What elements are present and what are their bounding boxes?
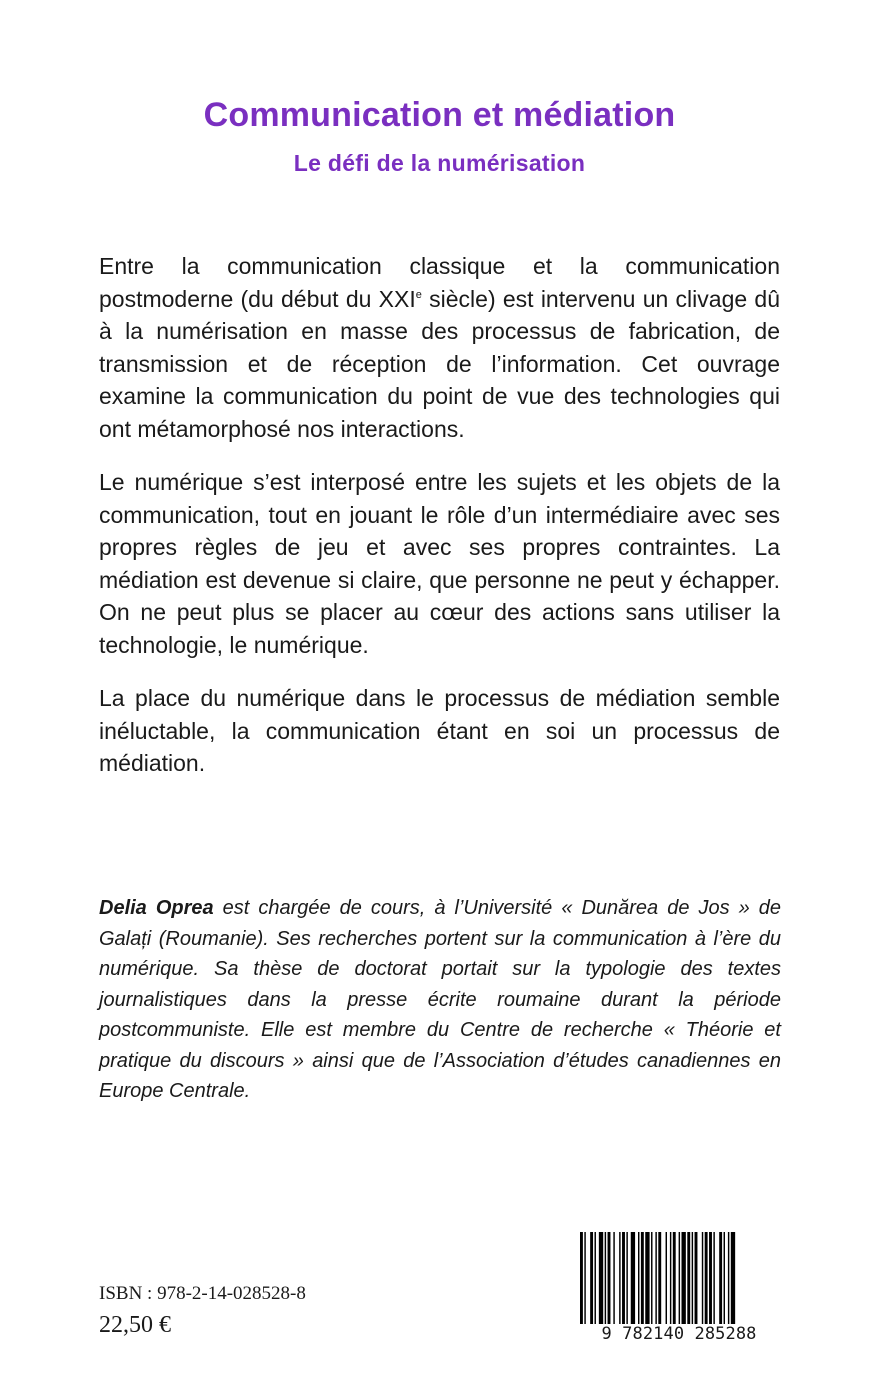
author-name: Delia Oprea	[99, 897, 214, 919]
blurb-paragraph-3: La place du numérique dans le processus de médiation semble inéluctable, la communication étant en soi un processus de médiation.	[99, 685, 780, 776]
blurb-text	[99, 250, 780, 801]
barcode-digits: 9 782140 285288	[578, 1324, 780, 1344]
isbn: ISBN : 978-2-14-028528-8	[99, 1283, 306, 1304]
author-bio-text: est chargée de cours, à l’Université « Dunărea de Jos » de Galați (Roumanie). Ses recherches portent sur la communication à l’ère du numérique. Sa thèse de doctorat portait sur la typologie des textes journalistiques dans la presse écrite roumaine durant la période postcommuniste. Elle est membre du Centre de recherche « Théorie et pratique du discours » ainsi que de l’Association d’études canadiennes en Europe Centrale.	[99, 897, 781, 1102]
price: 22,50 €	[99, 1312, 171, 1338]
blurb-paragraph-1: Entre la communication classique et la communication postmoderne (du début du XXIe siècle) est intervenu un clivage dû à la numérisation en masse des processus de fabrication, de transmission et de réception de l’information. Cet ouvrage examine la communication du point de vue des technologies qui ont métamorphosé nos interactions.	[99, 253, 780, 442]
author-bio	[99, 893, 781, 1107]
book-title: Communication et médiation	[203, 96, 676, 134]
book-subtitle: Le défi de la numérisation	[293, 150, 586, 176]
blurb-paragraph-2: Le numérique s’est interposé entre les sujets et les objets de la communication, tout en jouant le rôle d’un intermédiaire avec ses propres règles de jeu et avec ses propres contraintes. La médiation est devenue si claire, que personne ne peut y échapper. On ne peut plus se placer au cœur des actions sans utiliser la technologie, le numérique.	[99, 469, 780, 658]
